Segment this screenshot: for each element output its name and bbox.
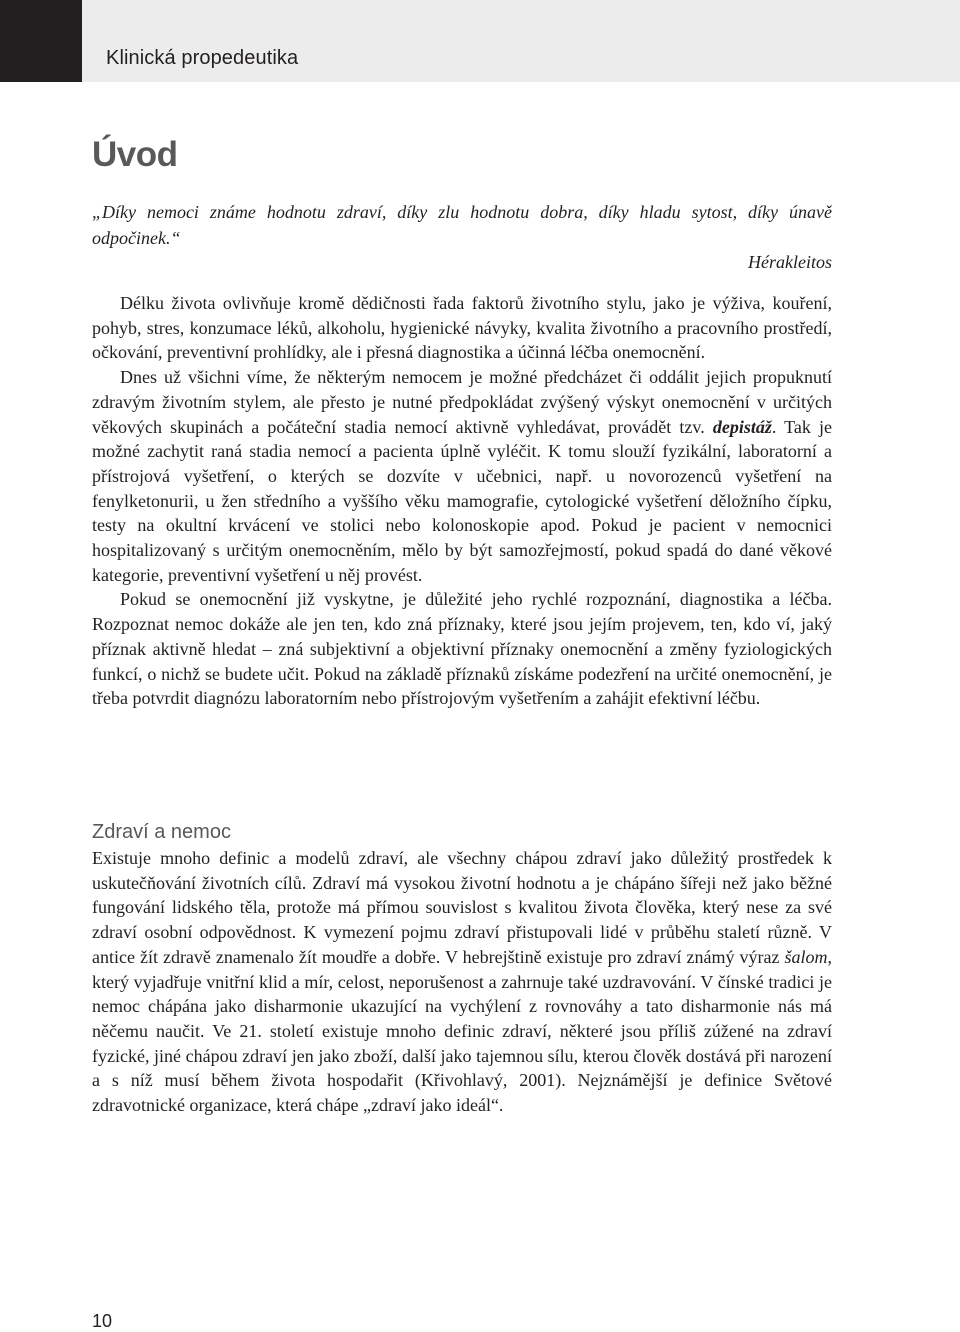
section-paragraph-text-a: Existuje mnoho definic a modelů zdraví, ale všechny chápou zdraví jako důležitý prostředek k uskutečňování životních cílů. Zdraví má vysokou životní hodnotu a je chápáno šířeji než jako běžné fungování lidského těla, protože má přímou souvislost s kvalitou života člověka, který nese za své zdraví osobní odpovědnost. K vymezení pojmu zdraví přistupovali lidé v průběhu staletí různě. V antice žít zdravě znamenalo žít moudře a dobře. V hebrejštině existuje pro zdraví známý výraz (92, 848, 832, 967)
term-salom: šalom (784, 946, 828, 967)
intro-paragraph-3: Pokud se onemocnění již vyskytne, je důležité jeho rychlé rozpoznání, diagnostika a léčba. Rozpoznat nemoc dokáže ale jen ten, kdo zná příznaky, které jsou jejím projevem, ten, kdo ví, jaký příznak aktivně hledat – zná subjektivní a objektivní příznaky onemocnění a změny fyziologických funkcí, o nichž se budete učit. Pokud na základě příznaků získáme podezření na určité onemocnění, je třeba potvrdit diagnózu laboratorním nebo přístrojovým vyšetřením a zahájit efektivní léčbu. (92, 589, 832, 709)
section-heading: Zdraví a nemoc (92, 821, 231, 843)
intro-paragraph-1: Délku života ovlivňuje kromě dědičnosti řada faktorů životního stylu, jako je výživa, kouření, pohyb, stres, konzumace léků, alkoholu, hygienické návyky, kvalita životního a pracovního prostředí, očkování, preventivní prohlídky, ale i přesná diagnostika a účinná léčba onemocnění. (92, 293, 832, 363)
intro-paragraph-2-text-b: . Tak je možné zachytit raná stadia nemocí a pacienta úplně vyléčit. K tomu slouží fyzikální, laboratorní a přístrojová vyšetření, o kterých se dozvíte v učebnici, např. u novorozenců vyšetření na fenylketonurii, u žen středního a vyššího věku mamografie, cytologické vyšetření děložního čípku, testy na okultní krvácení ve stolici nebo kolonoskopie apod. Pokud je pacient v nemocnici hospitalizovaný s určitým onemocněním, mělo by být samozřejmostí, pokud spadá do dané věkové kategorie, preventivní vyšetření u něj provést. (92, 416, 832, 585)
intro-paragraph-2-text-a: Dnes už všichni víme, že některým nemocem je možné předcházet či oddálit jejich propuknutí zdravým životním stylem, ale přesto je nutné předpokládat zvýšený výskyt onemocnění v určitých věkových skupinách a počáteční stadia nemocí aktivně vyhledávat, provádět tzv. (92, 367, 832, 437)
page-number: 10 (92, 1311, 113, 1331)
section-paragraph (92, 846, 832, 1118)
chapter-title: Úvod (92, 135, 178, 174)
header-corner-block (0, 0, 82, 82)
epigraph-author: Hérakleitos (748, 252, 832, 272)
epigraph-quote: „Díky nemoci známe hodnotu zdraví, díky zlu hodnotu dobra, díky hladu sytost, díky únavě odpočinek.“ (92, 202, 832, 248)
term-depistaz: depistáž (712, 416, 772, 437)
intro-paragraph-2 (92, 365, 832, 587)
section-zdravi-a-nemoc (92, 820, 832, 1118)
intro-text (92, 291, 832, 711)
running-head: Klinická propedeutika (106, 47, 299, 69)
section-paragraph-text-b: , který vyjadřuje vnitřní klid a mír, celost, neporušenost a zahrnuje také uzdravování. V čínské tradici je nemoc chápána jako disharmonie ukazující na vychýlení z rovnováhy a tato disharmonie nás má něčemu naučit. Ve 21. století existuje mnoho definic zdraví, některé jsou příliš zúžené na zdraví fyzické, jiné chápou zdraví jen jako zboží, další jako tajemnou sílu, kterou člověk dostává při narození a s níž musí během života hospodařit (Křivohlavý, 2001). Nejznámější je definice Světové zdravotnické organizace, která chápe „zdraví jako ideál“. (92, 946, 832, 1116)
